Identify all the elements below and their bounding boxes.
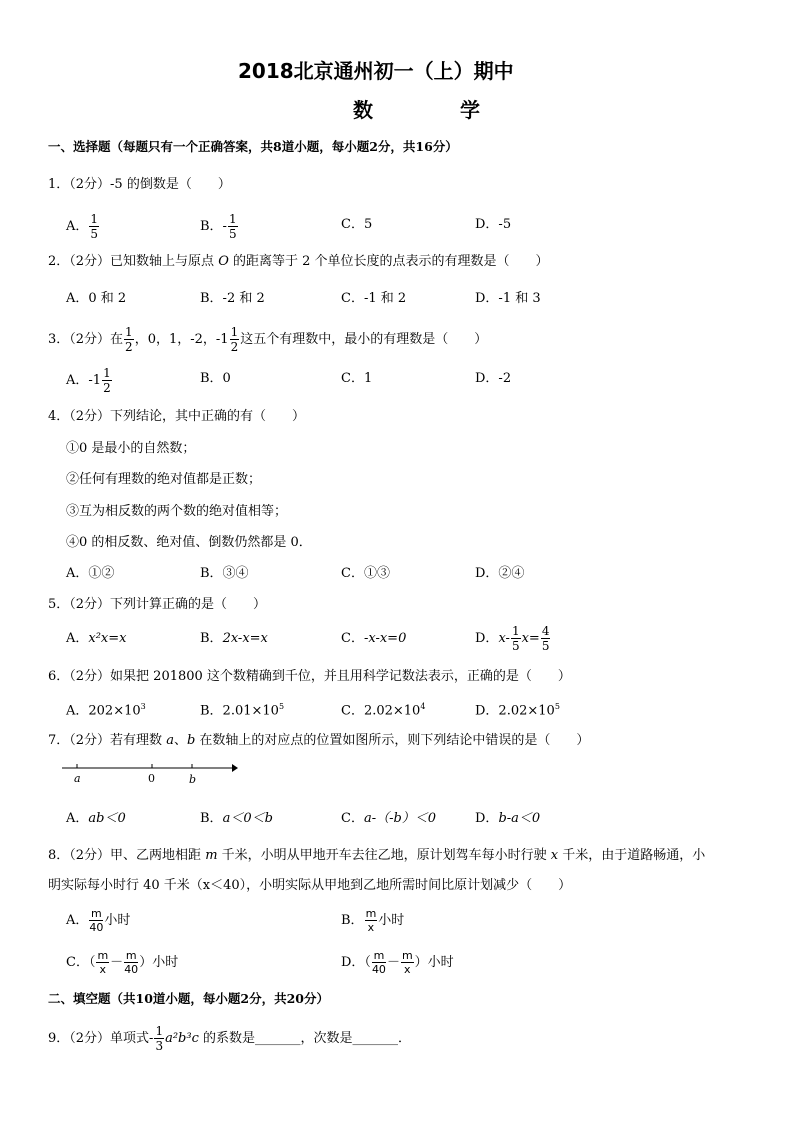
question-1-option-a: A． $\frac{1}{5}$ (66, 212, 99, 241)
question-3-stem: 3．（2分）在 $\frac{1}{2}$ ，0，1，-2，-1 $\frac{1}{2}$ 这五个有理数中，最小的有理数是（ ） (48, 325, 488, 354)
label-a: a (74, 772, 81, 785)
question-8-option-a: A． $\frac{m}{40}$ 小时 (66, 907, 131, 934)
question-7-option-c: C．a-（-b）＜0 (341, 811, 437, 826)
question-4-statement-3: ③互为相反数的两个数的绝对值相等； (66, 504, 288, 519)
question-1-option-c: C．5 (341, 217, 373, 232)
question-4-statement-1: ①0 是最小的自然数； (66, 441, 196, 456)
question-4-option-b: B．③④ (200, 566, 249, 581)
question-8-option-d: D．（ $\frac{m}{40}$ － $\frac{m}{x}$ ）小时 (341, 949, 454, 976)
question-3-option-a: A．-1 $\frac{1}{2}$ (66, 366, 111, 395)
page-title: 2018北京通州初一（上）期中 (238, 59, 514, 83)
question-9-stem: 9．（2分）单项式- $\frac{1}{3}$ a²b³c 的系数是_______，次数是_______． (48, 1024, 411, 1053)
question-7-option-a: A．ab＜0 (66, 811, 126, 826)
question-5-option-a: A．x²x=x (66, 631, 127, 646)
question-4-statement-4: ④0 的相反数、绝对值、倒数仍然都是 0． (66, 535, 312, 550)
question-7-option-d: D．b-a＜0 (475, 811, 541, 826)
question-6-option-c: C．$2.02\times 10^4$ (341, 702, 426, 719)
label-b: b (189, 773, 197, 786)
question-3-option-b: B．0 (200, 371, 231, 386)
page-subject: 数 学 (353, 98, 520, 122)
question-3-option-d: D．-2 (475, 371, 512, 386)
question-3-option-c: C．1 (341, 371, 373, 386)
question-7-option-b: B．a＜0＜b (200, 811, 273, 826)
number-line-arrow-icon (232, 764, 238, 772)
question-4-option-d: D．②④ (475, 566, 525, 581)
question-5-stem: 5．（2分）下列计算正确的是（ ） (48, 597, 267, 612)
question-6-option-b: B．$2.01\times 10^5$ (200, 702, 285, 719)
question-8-option-c: C．（ $\frac{m}{x}$ － $\frac{m}{40}$ ）小时 (66, 949, 179, 976)
question-4-statement-2: ②任何有理数的绝对值都是正数； (66, 472, 262, 487)
question-7-stem: 7．（2分）若有理数 a、b 在数轴上的对应点的位置如图所示，则下列结论中错误的是（ ） (48, 733, 590, 748)
question-4-option-c: C．①③ (341, 566, 390, 581)
question-6-option-d: D．$2.02\times 10^5$ (475, 702, 560, 719)
question-1-option-d: D．-5 (475, 217, 512, 232)
question-2-option-d: D．-1 和 3 (475, 291, 541, 306)
question-2-option-c: C．-1 和 2 (341, 291, 407, 306)
question-8-option-b: B． $\frac{m}{x}$ 小时 (341, 907, 405, 934)
question-5-option-b: B．2x-x=x (200, 631, 268, 646)
section-heading-choice: 一、选择题（每题只有一个正确答案，共8道小题，每小题2分，共16分） (48, 139, 458, 154)
question-5-option-d: D．x- $\frac{1}{5}$ x= $\frac{4}{5}$ (475, 624, 550, 653)
question-6-option-a: A．$202\times 10^3$ (66, 702, 146, 719)
question-2-stem: 2．（2分）已知数轴上与原点 O 的距离等于 2 个单位长度的点表示的有理数是（ ） (48, 254, 549, 269)
question-5-option-c: C．-x-x=0 (341, 631, 407, 646)
number-line-figure (60, 760, 240, 788)
question-1-stem: 1．（2分）-5 的倒数是（ ） (48, 177, 231, 192)
question-2-option-a: A．0 和 2 (66, 291, 127, 306)
section-heading-fill-in: 二、填空题（共10道小题，每小题2分，共20分） (48, 991, 329, 1006)
question-4-option-a: A．①② (66, 566, 115, 581)
question-6-stem: 6．（2分）如果把 201800 这个数精确到千位，并且用科学记数法表示，正确的是（ ） (48, 669, 571, 684)
question-2-option-b: B．-2 和 2 (200, 291, 265, 306)
label-0: 0 (148, 772, 155, 785)
question-8-stem-line-1: 8．（2分）甲、乙两地相距 m 千米，小明从甲地开车去往乙地，原计划驾车每小时行驶 x 千米，由于道路畅通，小 (48, 848, 706, 863)
question-1-option-b: B．- $\frac{1}{5}$ (200, 212, 237, 241)
question-4-stem: 4．（2分）下列结论，其中正确的有（ ） (48, 409, 306, 424)
question-8-stem-line-2: 明实际每小时行 40 千米（x＜40），小明实际从甲地到乙地所需时间比原计划减少（ ） (48, 878, 572, 893)
